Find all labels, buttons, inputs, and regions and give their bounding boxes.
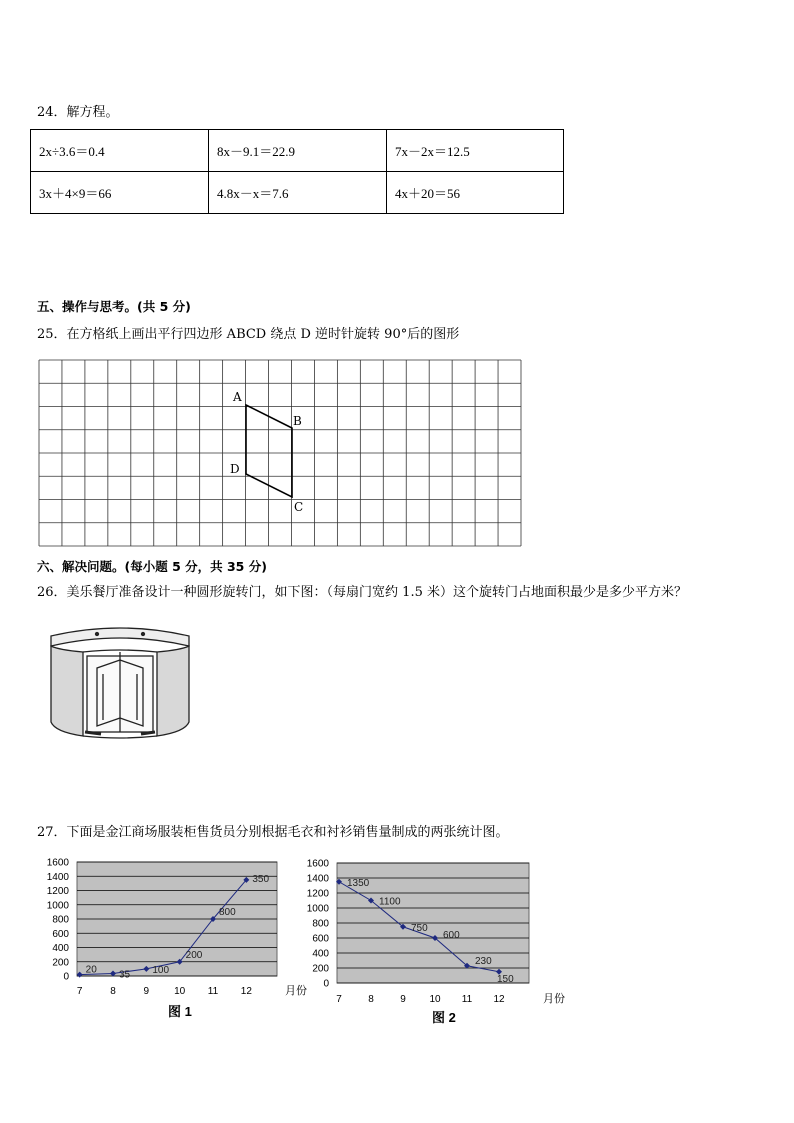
y-tick-label: 1000 xyxy=(46,900,69,912)
x-tick-label: 12 xyxy=(240,986,252,997)
x-tick-label: 7 xyxy=(336,994,342,1005)
q25-text: 25．在方格纸上画出平行四边形 ABCD 绕点 D 逆时针旋转 90°后的图形 xyxy=(37,327,460,342)
x-tick-label: 10 xyxy=(429,994,441,1005)
y-tick-label: 400 xyxy=(312,948,329,960)
data-label: 230 xyxy=(475,955,492,967)
data-label: 20 xyxy=(85,964,97,976)
equation-cell: 7x－2x＝12.5 xyxy=(387,130,564,172)
y-tick-label: 200 xyxy=(312,963,329,975)
x-axis-label: 月份 xyxy=(543,993,565,1005)
y-tick-label: 800 xyxy=(312,918,329,930)
x-tick-label: 9 xyxy=(143,986,150,997)
x-tick-label: 11 xyxy=(461,994,473,1005)
q26-text: 26．美乐餐厅准备设计一种圆形旋转门，如下图：（每扇门宽约 1.5 米）这个旋转门占地面积最少是多少平方米？ xyxy=(37,585,687,600)
x-axis-label: 月份 xyxy=(285,985,307,997)
y-tick-label: 1400 xyxy=(46,871,69,883)
equation-cell: 8x－9.1＝22.9 xyxy=(209,130,387,172)
y-tick-label: 600 xyxy=(52,928,69,940)
equation-cell: 4.8x－x＝7.6 xyxy=(209,172,387,214)
y-tick-label: 1600 xyxy=(46,857,69,869)
y-tick-label: 1400 xyxy=(306,873,329,885)
data-label: 150 xyxy=(497,973,514,985)
parallelogram-abcd xyxy=(246,405,292,497)
y-tick-label: 1200 xyxy=(46,886,69,897)
table-row xyxy=(31,172,564,214)
equation-cell: 3x＋4×9＝66 xyxy=(31,172,209,214)
vertex-label-a: A xyxy=(233,390,242,404)
y-tick-label: 800 xyxy=(52,914,69,926)
q24-title: 24．解方程。 xyxy=(37,105,119,120)
square-grid-paper xyxy=(38,359,522,547)
sales-chart-1 xyxy=(35,852,305,1024)
y-tick-label: 200 xyxy=(52,957,69,969)
x-tick-label: 7 xyxy=(76,986,83,997)
table-row xyxy=(31,130,564,172)
x-tick-label: 11 xyxy=(207,986,219,997)
vertex-label-c: C xyxy=(294,500,304,514)
y-tick-label: 600 xyxy=(312,933,329,945)
y-tick-label: 1600 xyxy=(306,858,329,870)
chart-title: 图 2 xyxy=(432,1010,456,1025)
data-label: 1100 xyxy=(379,896,401,908)
x-tick-label: 8 xyxy=(368,994,374,1005)
data-label: 35 xyxy=(119,969,131,981)
data-label: 100 xyxy=(152,964,170,976)
section6-heading: 六、解决问题。(每小题 5 分，共 35 分) xyxy=(37,559,267,574)
y-tick-label: 400 xyxy=(52,943,69,954)
vertex-label-d: D xyxy=(230,462,240,476)
x-tick-label: 10 xyxy=(174,986,186,997)
vertex-label-b: B xyxy=(293,414,302,428)
x-tick-label: 8 xyxy=(110,986,116,997)
x-tick-label: 9 xyxy=(400,994,406,1005)
data-label: 600 xyxy=(443,930,460,941)
revolving-door-illustration xyxy=(45,622,195,742)
section5-heading: 五、操作与思考。(共 5 分) xyxy=(37,299,191,314)
chart-title: 图 1 xyxy=(168,1004,192,1019)
data-label: 800 xyxy=(219,907,236,918)
equation-table xyxy=(30,129,564,214)
x-tick-label: 12 xyxy=(493,994,505,1005)
y-tick-label: 1200 xyxy=(306,888,329,900)
equation-cell: 2x÷3.6＝0.4 xyxy=(31,130,209,172)
data-label: 750 xyxy=(411,922,428,934)
data-label: 350 xyxy=(252,873,270,885)
data-label: 1350 xyxy=(347,877,370,889)
data-label: 200 xyxy=(185,949,203,961)
y-tick-label: 0 xyxy=(323,978,329,990)
q27-text: 27．下面是金江商场服装柜售货员分别根据毛衣和衬衫销售量制成的两张统计图。 xyxy=(37,825,509,840)
sales-chart-2 xyxy=(290,852,565,1030)
y-tick-label: 1000 xyxy=(306,903,329,915)
equation-cell: 4x＋20＝56 xyxy=(387,172,564,214)
y-tick-label: 0 xyxy=(63,971,69,983)
